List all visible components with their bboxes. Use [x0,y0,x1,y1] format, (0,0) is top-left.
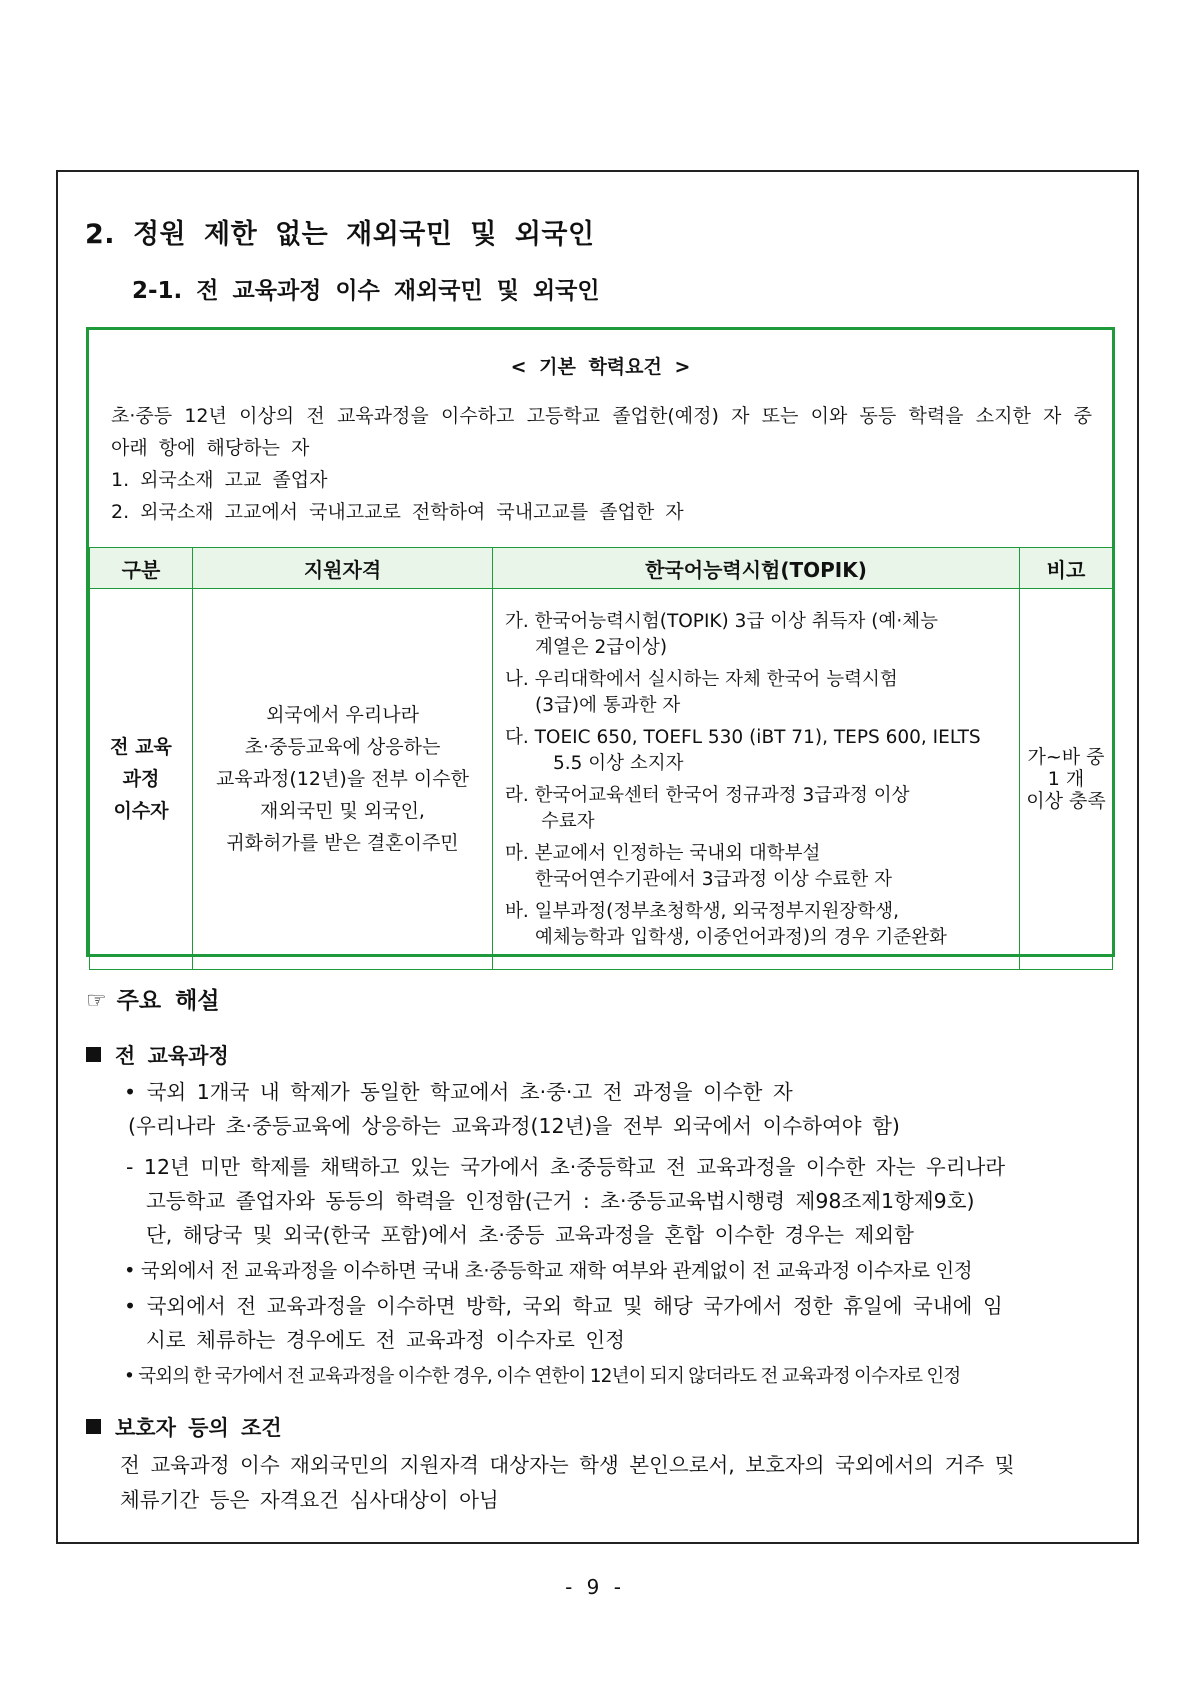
requirements-box [86,327,1115,957]
explanation-line: 고등학교 졸업자와 동등의 학력을 인정함(근거 : 초·중등교육법시행령 제98조제1항제9호) [146,1189,975,1213]
category-line: 과정 [122,768,160,790]
explanation-heading [86,982,220,1015]
section-title: 2. 정원 제한 없는 재외국민 및 외국인 [85,219,595,250]
topik-item-lead: 다. TOEIC 650, TOEFL 530 (iBT 71), TEPS 600, IELTS [505,727,981,748]
explanation-line: (우리나라 초·중등교육에 상응하는 교육과정(12년)을 전부 외국에서 이수하여야 함) [128,1114,900,1138]
category-cell [90,589,193,970]
topik-item-cont: 한국어연수기관에서 3급과정 이상 수료한 자 [535,869,892,890]
topik-item-lead: 라. 한국어교육센터 한국어 정규과정 3급과정 이상 [505,785,910,806]
explanation-line: • 국외에서 전 교육과정을 이수하면 방학, 국외 학교 및 해당 국가에서 정한 휴일에 국내에 임 [124,1294,1003,1318]
topik-item-cont: 5.5 이상 소지자 [553,753,684,774]
explanation-line: - 12년 미만 학제를 채택하고 있는 국가에서 초·중등학교 전 교육과정을 이수한 자는 우리나라 [126,1155,1006,1179]
topik-item [505,841,1009,893]
topik-item [505,899,1009,951]
requirements-item: 2. 외국소재 고교에서 국내고교로 전학하여 국내고교를 졸업한 자 [111,501,684,523]
requirements-title: < 기본 학력요건 > [510,356,691,378]
topik-item [505,667,1009,719]
subheading-text: 전 교육과정 [115,1044,229,1068]
qualification-line: 재외국민 및 외국인, [260,800,425,822]
note-cell [1020,589,1113,970]
topik-item [505,725,1009,777]
qualification-line: 초·중등교육에 상응하는 [244,736,441,758]
category-line: 전 교육 [110,736,172,758]
explanation-line: • 국외에서 전 교육과정을 이수하면 국내 초·중등학교 재학 여부와 관계없이 전 교육과정 이수자로 인정 [124,1259,973,1282]
qualification-line: 교육과정(12년)을 전부 이수한 [216,768,469,790]
section-subtitle: 2-1. 전 교육과정 이수 재외국민 및 외국인 [132,278,600,304]
pointing-hand-icon: ☞ [86,988,107,1014]
topik-item-lead: 바. 일부과정(정부초청학생, 외국정부지원장학생, [505,901,900,922]
qualification-cell [193,589,493,970]
requirements-intro: 초·중등 12년 이상의 전 교육과정을 이수하고 고등학교 졸업한(예정) 자 또는 이와 동등 학력을 소지한 자 중 아래 항에 해당하는 자 [111,405,1092,459]
topik-item-lead: 가. 한국어능력시험(TOPIK) 3급 이상 취득자 (예·체능 [505,611,939,632]
explanation-line: • 국외 1개국 내 학제가 동일한 학교에서 초·중·고 전 과정을 이수한 자 [124,1080,793,1104]
explanation-line: 시로 체류하는 경우에도 전 교육과정 이수자로 인정 [146,1328,625,1352]
requirements-body [111,400,1092,528]
category-line: 이수자 [113,800,169,822]
requirements-item: 1. 외국소재 고교 졸업자 [111,469,328,491]
topik-item-cont: 예체능학과 입학생, 이중언어과정)의 경우 기준완화 [535,927,947,948]
topik-item-cont: 수료자 [541,811,595,832]
square-bullet-icon [86,1047,101,1062]
explanation-line: 전 교육과정 이수 재외국민의 지원자격 대상자는 학생 본인으로서, 보호자의 국외에서의 거주 및 [120,1453,1015,1477]
header-category: 구분 [90,548,193,589]
table-header-row [90,548,1113,589]
topik-item [505,609,1009,661]
explanation-line: • 국외의 한 국가에서 전 교육과정을 이수한 경우, 이수 연한이 12년이 되지 않더라도 전 교육과정 이수자로 인정 [124,1366,961,1387]
topik-item-cont: (3급)에 통과한 자 [535,695,681,716]
header-topik: 한국어능력시험(TOPIK) [493,548,1020,589]
note-line: 이상 충족 [1026,790,1106,812]
subheading-curriculum [86,1040,229,1070]
topik-item-cont: 계열은 2급이상) [535,637,668,658]
header-note: 비고 [1020,548,1113,589]
qualification-line: 귀화허가를 받은 결혼이주민 [226,832,459,854]
topik-cell [493,589,1020,970]
requirements-table [89,547,1113,970]
header-qualification: 지원자격 [193,548,493,589]
explanation-title: 주요 해설 [116,988,220,1014]
subheading-text: 보호자 등의 조건 [115,1416,282,1440]
qualification-line: 외국에서 우리나라 [266,704,419,726]
page-number: - 9 - [565,1575,625,1599]
note-line: 가~바 중 [1027,746,1105,768]
explanation-line: 체류기간 등은 자격요건 심사대상이 아님 [120,1488,499,1512]
subheading-guardian [86,1412,282,1442]
topik-item-lead: 나. 우리대학에서 실시하는 자체 한국어 능력시험 [505,669,898,690]
note-line: 1 개 [1047,768,1085,790]
topik-item-lead: 마. 본교에서 인정하는 국내외 대학부설 [505,843,821,864]
table-row [90,589,1113,970]
square-bullet-icon [86,1419,101,1434]
explanation-line: 단, 해당국 및 외국(한국 포함)에서 초·중등 교육과정을 혼합 이수한 경우는 제외함 [146,1223,914,1247]
topik-item [505,783,1009,835]
